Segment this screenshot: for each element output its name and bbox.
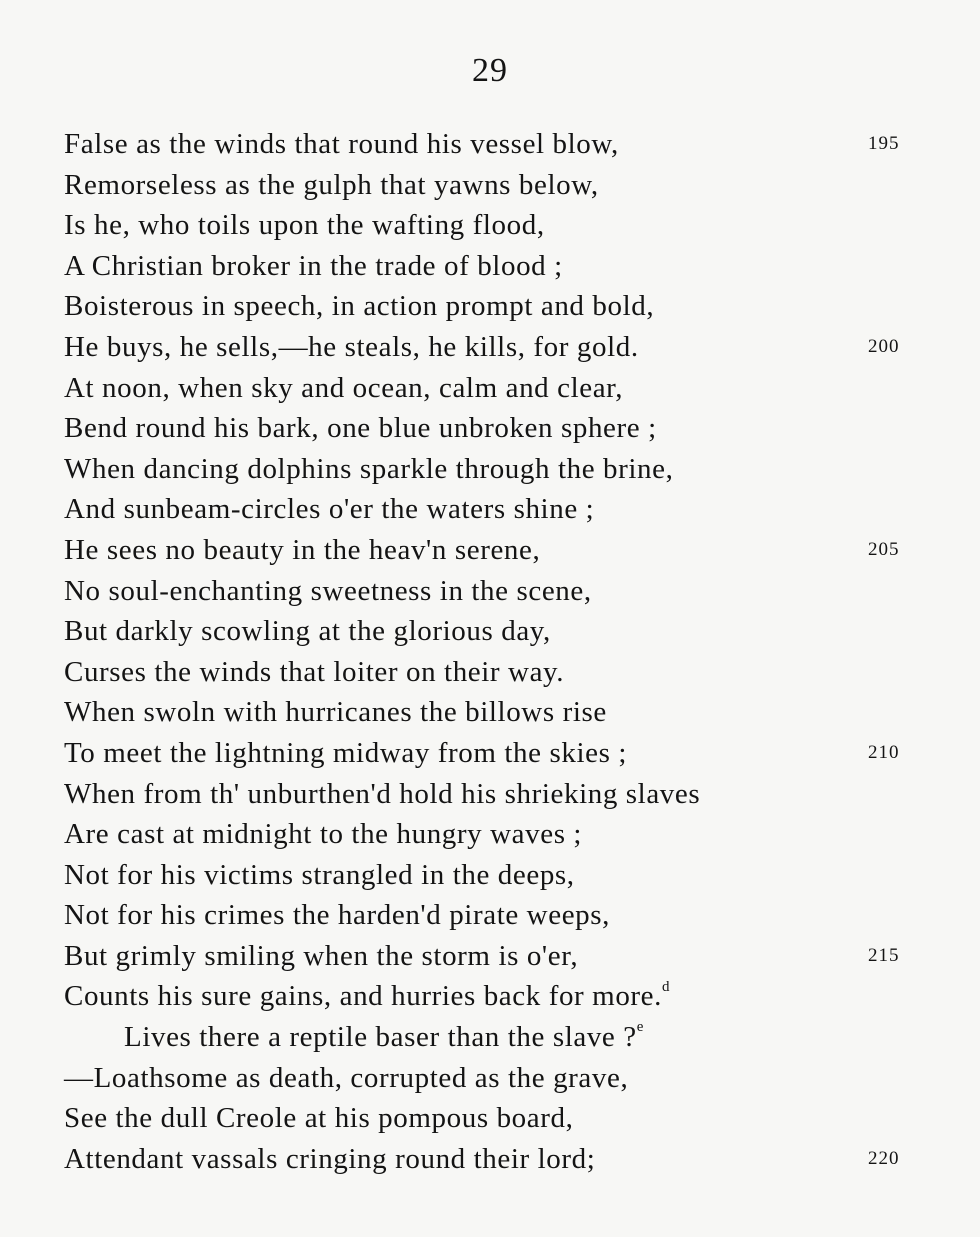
poem-line (0, 611, 980, 652)
footnote-marker-e: e (636, 1019, 644, 1036)
line-text (124, 1017, 644, 1058)
line-text: He buys, he sells,—he steals, he kills, for gold. (64, 330, 639, 363)
line-number: 200 (868, 335, 900, 357)
poem-line (0, 368, 980, 409)
poem-line (0, 652, 980, 693)
poem-line (0, 205, 980, 246)
line-number: 220 (868, 1147, 900, 1169)
poem-line (0, 449, 980, 490)
line-text: He sees no beauty in the heav'n serene, (64, 533, 541, 566)
line-text: False as the winds that round his vessel blow, (64, 128, 619, 160)
line-text: Not for his crimes the harden'd pirate weeps, (64, 899, 610, 932)
line-text: Is he, who toils upon the wafting flood, (64, 209, 545, 242)
poem-line (0, 408, 980, 449)
poem-line (0, 1058, 980, 1099)
line-number: 210 (868, 741, 900, 763)
line-text: When dancing dolphins sparkle through the brine, (64, 452, 674, 485)
line-text: Attendant vassals cringing round their lord; (64, 1142, 596, 1175)
poem-line (0, 246, 980, 287)
poem-line (0, 571, 980, 612)
line-number: 205 (868, 538, 900, 560)
line-text: Remorseless as the gulph that yawns below, (64, 168, 599, 201)
line-text: But darkly scowling at the glorious day, (64, 615, 551, 648)
line-text: Not for his victims strangled in the deeps, (64, 858, 575, 891)
line-text: Boisterous in speech, in action prompt and bold, (64, 290, 655, 323)
line-text-body: Counts his sure gains, and hurries back for more. (64, 980, 663, 1013)
poem-line (0, 1017, 980, 1058)
line-text-body: Lives there a reptile baser than the slave ? (124, 1021, 637, 1054)
poem-line (0, 1139, 980, 1180)
line-text: No soul-enchanting sweetness in the scene, (64, 574, 592, 607)
line-text: —Loathsome as death, corrupted as the grave, (64, 1061, 629, 1094)
poem-line (0, 692, 980, 733)
line-text: Bend round his bark, one blue unbroken sphere ; (64, 412, 657, 445)
poem-line (0, 286, 980, 327)
line-text (64, 976, 670, 1017)
footnote-marker-d: d (662, 978, 671, 995)
poem-line (0, 774, 980, 815)
line-number: 215 (868, 944, 900, 966)
line-text: When from th' unburthen'd hold his shrieking slaves (64, 777, 701, 810)
poem-text (0, 124, 980, 1179)
poem-line (0, 327, 980, 368)
line-text: But grimly smiling when the storm is o'er, (64, 939, 579, 972)
line-text: At noon, when sky and ocean, calm and clear, (64, 371, 624, 404)
poem-line (0, 855, 980, 896)
poem-line (0, 124, 980, 165)
poem-line (0, 976, 980, 1017)
line-text: A Christian broker in the trade of blood ; (64, 249, 563, 282)
line-text: When swoln with hurricanes the billows rise (64, 696, 607, 729)
line-text: Curses the winds that loiter on their way. (64, 655, 565, 688)
poem-line (0, 936, 980, 977)
poem-line (0, 165, 980, 206)
line-text: See the dull Creole at his pompous board, (64, 1102, 574, 1135)
poem-line (0, 1098, 980, 1139)
poem-line (0, 489, 980, 530)
line-number: 195 (868, 133, 900, 154)
line-text: And sunbeam-circles o'er the waters shine ; (64, 493, 595, 526)
poem-line (0, 895, 980, 936)
poem-line (0, 733, 980, 774)
poem-line (0, 530, 980, 571)
line-text: Are cast at midnight to the hungry waves ; (64, 818, 583, 851)
poem-line (0, 814, 980, 855)
line-text: To meet the lightning midway from the skies ; (64, 736, 627, 769)
page-number: 29 (472, 52, 508, 89)
